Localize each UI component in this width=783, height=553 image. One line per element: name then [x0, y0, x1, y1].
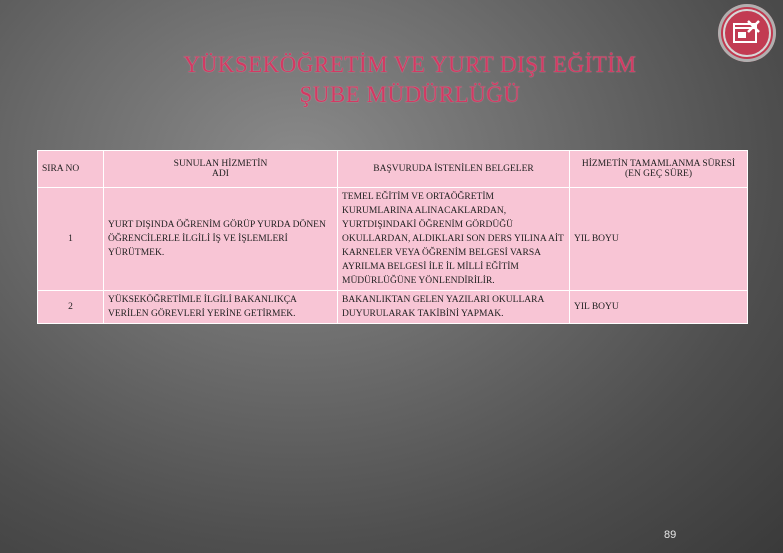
- window-close-glyph-icon: [732, 19, 762, 47]
- header-hizmet-line-2: ADI: [212, 169, 229, 179]
- header-sure-line-1: HİZMETİN TAMAMLANMA SÜRESİ: [581, 159, 736, 169]
- header-sure: [570, 151, 748, 188]
- header-sira-no: SIRA NO: [38, 151, 104, 188]
- row-sure: YIL BOYU: [570, 188, 748, 291]
- table-row: [38, 291, 748, 324]
- page-title-line-1: YÜKSEKÖĞRETİM VE YURT DIŞI EĞİTİM: [183, 52, 637, 77]
- row-belgeler: BAKANLIKTAN GELEN YAZILARI OKULLARA DUYURULARAK TAKİBİNİ YAPMAK.: [338, 291, 570, 324]
- row-hizmet: YURT DIŞINDA ÖĞRENİM GÖRÜP YURDA DÖNEN ÖĞRENCİLERLE İLGİLİ İŞ VE İŞLEMLERİ YÜRÜTMEK.: [104, 188, 338, 291]
- header-sure-line-2: (EN GEÇ SÜRE): [624, 169, 693, 179]
- row-belgeler: TEMEL EĞİTİM VE ORTAÖĞRETİM KURUMLARINA ALINACAKLARDAN, YURTDIŞINDAKİ ÖĞRENİM GÖRDÜĞÜ OKULLARDAN, ALDIKLARI SON DERS YILINA AİT KARNELER VEYA ÖĞRENİM BELGESİ VARSA AYRILMA BELGESİ İLE İL MİLLİ EĞİTİM MÜDÜRLÜĞÜNE YÖNLENDİRİLİR.: [338, 188, 570, 291]
- table-header-row: [38, 151, 748, 188]
- header-hizmet-line-1: SUNULAN HİZMETİN: [173, 159, 268, 169]
- page-title-line-2: ŞUBE MÜDÜRLÜĞÜ: [299, 82, 521, 107]
- row-sure: YIL BOYU: [570, 291, 748, 324]
- row-hizmet: YÜKSEKÖĞRETİMLE İLGİLİ BAKANLIKÇA VERİLEN GÖREVLERİ YERİNE GETİRMEK.: [104, 291, 338, 324]
- close-window-icon[interactable]: [718, 4, 776, 62]
- row-number: 1: [38, 188, 104, 291]
- header-belgeler: BAŞVURUDA İSTENİLEN BELGELER: [338, 151, 570, 188]
- header-hizmet-adi: [104, 151, 338, 188]
- page-title: [130, 50, 690, 110]
- table-row: [38, 188, 748, 291]
- services-table: [37, 150, 748, 324]
- page-number: 89: [664, 529, 677, 541]
- row-number: 2: [38, 291, 104, 324]
